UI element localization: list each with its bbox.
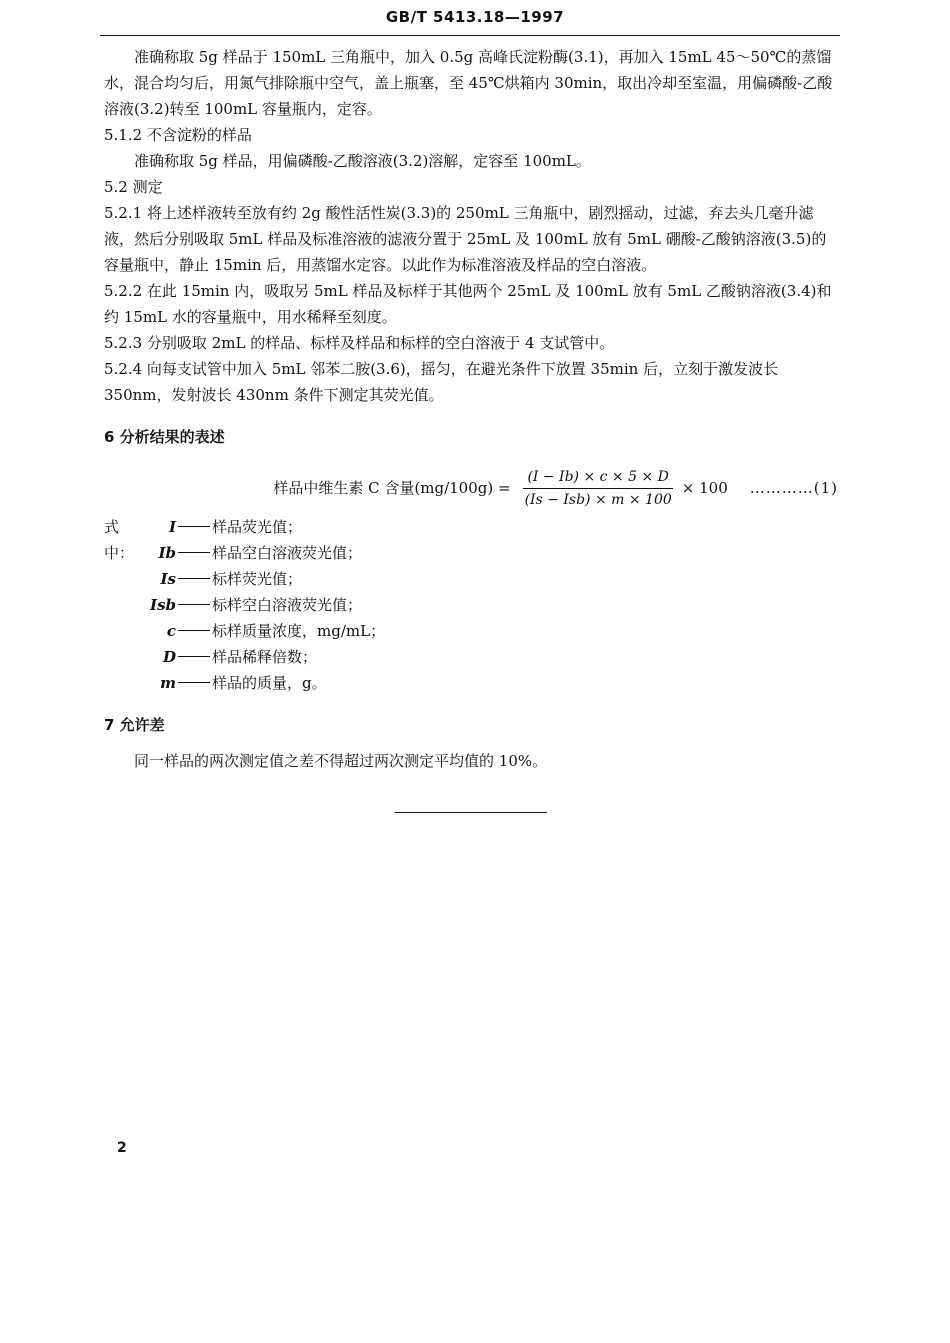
variable-description: 标样荧光值；: [212, 570, 303, 588]
variable-dash: [178, 630, 210, 631]
variable-description: 样品的质量，g。: [212, 674, 327, 692]
variable-description: 样品空白溶液荧光值；: [212, 544, 363, 562]
variable-description: 样品荧光值；: [212, 518, 303, 536]
section-5-2-3: 5.2.3 分别吸取 2mL 的样品、标样及样品和标样的空白溶液于 4 支试管中。: [104, 334, 615, 352]
document-body: [104, 44, 838, 813]
section-7-body: 同一样品的两次测定值之差不得超过两次测定平均值的 10%。: [134, 752, 548, 770]
section-5-2-2: 5.2.2 在此 15min 内，吸取另 5mL 样品及标样于其他两个 25mL 及 100mL 放有 5mL 乙酸钠溶液(3.4)和约 15mL 水的容量瓶中，用水稀释至刻度。: [104, 282, 832, 326]
variable-row: [104, 566, 838, 592]
variable-description: 样品稀释倍数；: [212, 648, 318, 666]
section-5-2-4: 5.2.4 向每支试管中加入 5mL 邻苯二胺(3.6)，摇匀，在避光条件下放置 35min 后，立刻于激发波长 350nm，发射波长 430nm 条件下测定其荧光值。: [104, 360, 779, 404]
vitamin-c-formula: [104, 464, 838, 512]
variable-dash: [178, 682, 210, 683]
variable-row: [104, 618, 838, 644]
section-5-2-title: 5.2 测定: [104, 178, 163, 196]
variable-symbol: I: [168, 518, 176, 536]
variable-dash: [178, 578, 210, 579]
variable-symbol: c: [166, 622, 176, 640]
variable-prefix: 式中：: [104, 518, 135, 562]
formula-numerator: (I − Ib) × c × 5 × D: [523, 468, 672, 489]
section-5-2-1: 5.2.1 将上述样液转至放有约 2g 酸性活性炭(3.3)的 250mL 三角瓶中，剧烈摇动，过滤，弃去头几毫升滤液，然后分别吸取 5mL 样品及标准溶液的滤液分置于 25mL 及 100mL 放有 5mL 硼酸-乙酸钠溶液(3.5)的容量瓶中，静止 15min 后，用蒸馏水定容。以此作为标准溶液及样品的空白溶液。: [104, 204, 827, 274]
variable-dash: [178, 526, 210, 527]
variable-symbol: D: [162, 648, 176, 666]
formula-denominator: (Is − Isb) × m × 100: [524, 491, 672, 508]
equation-number: …………(1): [749, 479, 838, 497]
header-rule: [100, 35, 840, 36]
formula-fraction: [521, 468, 676, 509]
paragraph-sample-prep: 准确称取 5g 样品于 150mL 三角瓶中，加入 0.5g 高峰氏淀粉酶(3.1)，再加入 15mL 45～50℃的蒸馏水，混合均匀后，用氮气排除瓶中空气，盖上瓶塞，至 45℃烘箱内 30min，取出冷却至室温，用偏磷酸-乙酸溶液(3.2)转至 100mL 容量瓶内，定容。: [104, 48, 833, 118]
variable-dash: [178, 552, 210, 553]
variable-row: [104, 670, 838, 696]
variable-symbol: m: [160, 674, 176, 692]
variable-description: 标样质量浓度，mg/mL；: [212, 622, 386, 640]
section-6-title: 6 分析结果的表述: [104, 428, 225, 446]
variable-symbol: Is: [160, 570, 176, 588]
formula-lhs: 样品中维生素 C 含量(mg/100g) =: [273, 479, 511, 497]
page-number: 2: [117, 1140, 127, 1156]
variable-symbol: Isb: [150, 596, 176, 614]
page-header: GB/T 5413.18—1997: [385, 8, 565, 26]
variable-row: [104, 592, 838, 618]
formula-multiplier: × 100: [681, 479, 728, 497]
variable-row: [104, 540, 838, 566]
section-7-title: 7 允许差: [104, 716, 165, 734]
section-5-1-2-title: 5.1.2 不含淀粉的样品: [104, 126, 252, 144]
variable-row: [104, 644, 838, 670]
variable-symbol: Ib: [158, 544, 176, 562]
variable-dash: [178, 656, 210, 657]
end-rule: [395, 812, 547, 813]
variable-list: [104, 514, 838, 696]
section-5-1-2-body: 准确称取 5g 样品，用偏磷酸-乙酸溶液(3.2)溶解，定容至 100mL。: [134, 152, 591, 170]
variable-dash: [178, 604, 210, 605]
variable-description: 标样空白溶液荧光值；: [212, 596, 363, 614]
